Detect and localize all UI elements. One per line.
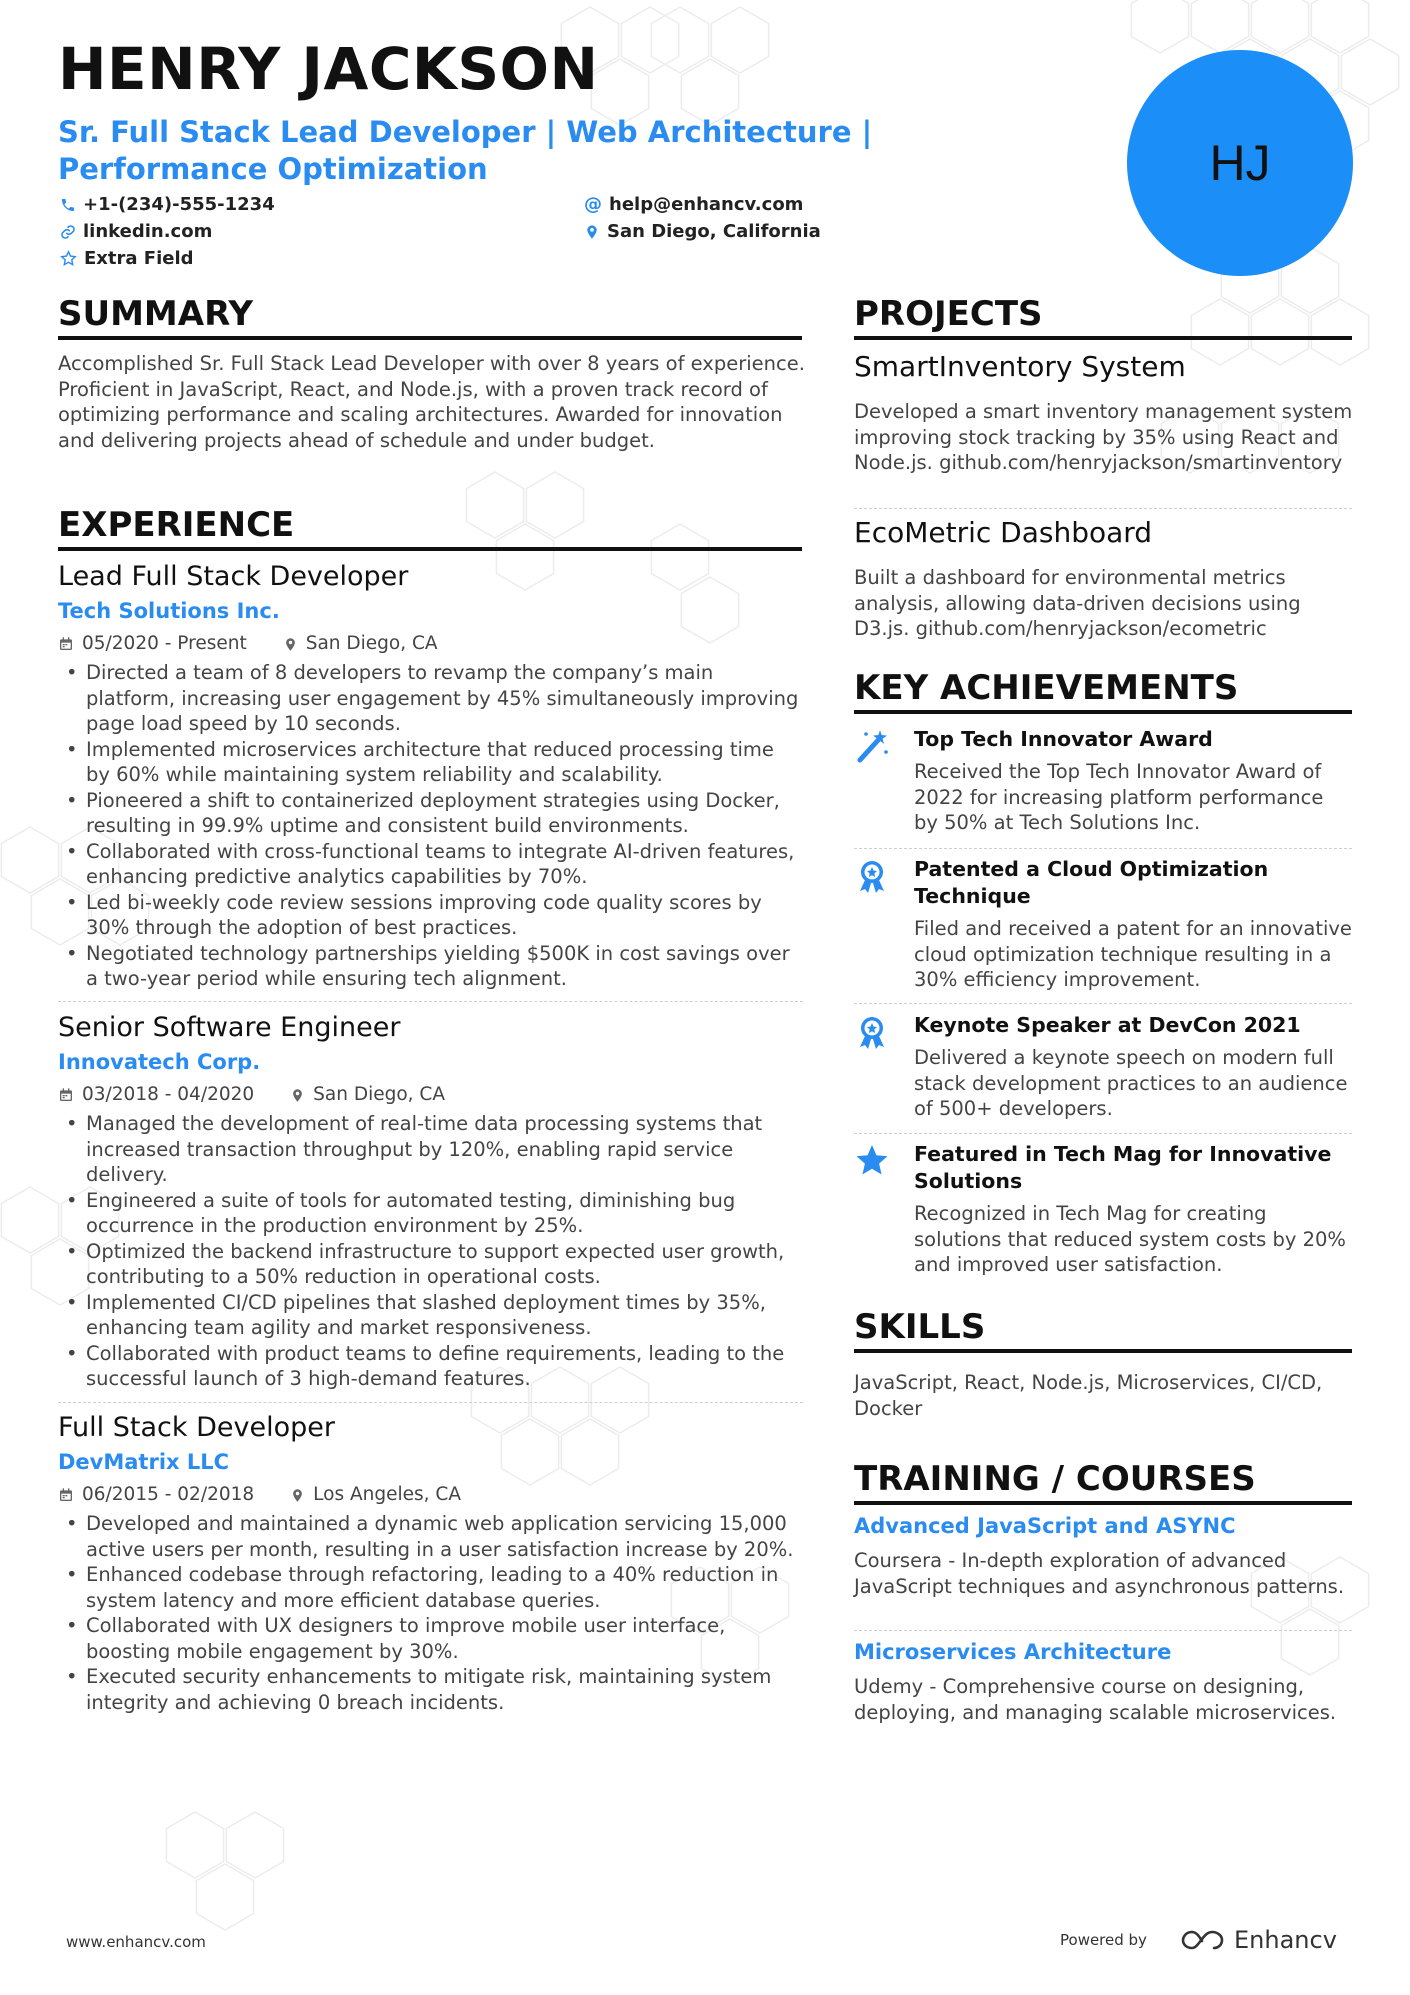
bullet-item: • Engineered a suite of tools for automated testing, diminishing bug occurrence in the production environment by 25%. — [58, 1188, 803, 1239]
job-entry — [58, 1011, 803, 1392]
job-title: Lead Full Stack Developer — [58, 561, 409, 592]
bullet-item: • Optimized the backend infrastructure to support expected user growth, contributing to a 50% reduction in operational costs. — [58, 1239, 803, 1290]
achievement-description: Delivered a keynote speech on modern full stack development practices to an audience of 500+ developers. — [914, 1046, 1348, 1120]
job-meta — [58, 1483, 803, 1507]
linkedin-contact[interactable] — [60, 221, 212, 242]
map-pin-icon — [584, 223, 600, 241]
calendar-icon — [58, 636, 74, 652]
divider — [854, 1003, 1352, 1004]
divider — [854, 848, 1352, 849]
bullet-item: • Enhanced codebase through refactoring, leading to a 40% reduction in system latency and more efficient database queries. — [58, 1562, 803, 1613]
job-title: Full Stack Developer — [58, 1412, 335, 1443]
bullet-item: • Directed a team of 8 developers to revamp the company’s main platform, increasing user engagement by 45% simultaneously improving page load speed by 10 seconds. — [58, 660, 803, 737]
job-entry — [58, 1411, 803, 1715]
achievement-title: Patented a Cloud Optimization Technique — [914, 857, 1269, 908]
location-text: San Diego, California — [607, 221, 821, 242]
divider — [854, 1133, 1352, 1134]
training-heading: TRAINING / COURSES — [854, 1462, 1352, 1505]
phone-contact[interactable] — [60, 194, 275, 215]
job-location: San Diego, CA — [313, 1084, 446, 1105]
bullet-item: • Managed the development of real-time data processing systems that increased transaction throughput by 120%, enabling rapid service delivery. — [58, 1111, 803, 1188]
calendar-icon — [58, 1087, 74, 1103]
job-company: Tech Solutions Inc. — [58, 599, 280, 623]
achievement-description: Received the Top Tech Innovator Award of 2022 for increasing platform performance by 50% at Tech Solutions Inc. — [914, 760, 1324, 834]
project-title: EcoMetric Dashboard — [854, 516, 1153, 549]
bullet-item: • Collaborated with UX designers to improve mobile user interface, boosting mobile engagement by 30%. — [58, 1613, 803, 1664]
award-ribbon-icon — [854, 858, 890, 894]
job-meta — [58, 1083, 803, 1107]
skills-heading: SKILLS — [854, 1310, 1352, 1353]
job-location: San Diego, CA — [305, 633, 438, 654]
divider — [854, 508, 1352, 509]
candidate-name: HENRY JACKSON — [58, 35, 599, 103]
star-outline-icon — [60, 250, 77, 267]
achievement-item — [854, 1141, 1352, 1278]
skills-text: JavaScript, React, Node.js, Microservices, CI/CD, Docker — [854, 1371, 1323, 1420]
award-ribbon-icon — [854, 1014, 890, 1050]
map-pin-icon — [290, 1487, 305, 1504]
achievement-title: Featured in Tech Mag for Innovative Solutions — [914, 1142, 1332, 1193]
bullet-item: • Led bi-weekly code review sessions improving code quality scores by 30% through the adoption of best practices. — [58, 890, 803, 941]
job-bullets — [58, 1111, 803, 1392]
course-description: Udemy - Comprehensive course on designing, deploying, and managing scalable microservices. — [854, 1675, 1337, 1724]
achievement-item — [854, 1012, 1352, 1122]
divider — [58, 1402, 803, 1403]
achievement-description: Recognized in Tech Mag for creating solutions that reduced system costs by 20% and improved user satisfaction. — [914, 1202, 1346, 1276]
avatar-initials: HJ — [1209, 135, 1271, 191]
achievement-title: Keynote Speaker at DevCon 2021 — [914, 1013, 1301, 1037]
map-pin-icon — [283, 636, 298, 653]
avatar — [1127, 50, 1353, 276]
candidate-title: Sr. Full Stack Lead Developer | Web Architecture | Performance Optimization — [58, 115, 873, 186]
at-icon: @ — [584, 194, 602, 215]
extra-field-text: Extra Field — [84, 248, 194, 269]
course-title: Microservices Architecture — [854, 1640, 1172, 1664]
map-pin-icon — [290, 1087, 305, 1104]
bullet-item: • Executed security enhancements to mitigate risk, maintaining system integrity and achieving 0 breach incidents. — [58, 1664, 803, 1715]
bullet-item: • Implemented microservices architecture that reduced processing time by 60% while maintaining system reliability and scalability. — [58, 737, 803, 788]
job-bullets — [58, 660, 803, 992]
project-description: Built a dashboard for environmental metrics analysis, allowing data-driven decisions using D3.js. github.com/henryjackson/ecometric — [854, 566, 1301, 640]
footer-url[interactable]: www.enhancv.com — [66, 1933, 206, 1951]
bullet-item: • Developed and maintained a dynamic web application servicing 15,000 active users per month, resulting in a user satisfaction increase by 20%. — [58, 1511, 803, 1562]
calendar-icon — [58, 1487, 74, 1503]
bullet-item: • Negotiated technology partnerships yielding $500K in cost savings over a two-year period while ensuring tech alignment. — [58, 941, 803, 992]
project-title: SmartInventory System — [854, 350, 1186, 383]
project-description: Developed a smart inventory management system improving stock tracking by 35% using React and Node.js. github.com/henryjackson/smartinventory — [854, 400, 1353, 474]
location-contact — [584, 221, 821, 242]
enhancv-logo[interactable] — [1180, 1926, 1337, 1954]
course-description: Coursera - In-depth exploration of advanced JavaScript techniques and asynchronous patterns. — [854, 1549, 1345, 1598]
achievement-item — [854, 726, 1352, 836]
achievement-item — [854, 856, 1352, 993]
phone-text: +1-(234)-555-1234 — [83, 194, 275, 215]
achievements-heading: KEY ACHIEVEMENTS — [854, 671, 1352, 714]
star-icon — [854, 1143, 890, 1179]
job-company: Innovatech Corp. — [58, 1050, 261, 1074]
bullet-item: • Pioneered a shift to containerized deployment strategies using Docker, resulting in 99.9% uptime and consistent build environments. — [58, 788, 803, 839]
achievement-title: Top Tech Innovator Award — [914, 727, 1213, 751]
divider — [854, 1630, 1352, 1631]
job-entry — [58, 560, 803, 992]
summary-text: Accomplished Sr. Full Stack Lead Developer with over 8 years of experience. Proficient in JavaScript, React, and Node.js, with a proven track record of optimizing performance and scaling architectures. Awarded for innovation and delivering projects ahead of schedule and under budget. — [58, 352, 805, 452]
magic-wand-icon — [854, 728, 890, 764]
extra-field-contact — [60, 248, 194, 269]
powered-by-label: Powered by — [1060, 1931, 1147, 1949]
bullet-item: • Collaborated with product teams to define requirements, leading to the successful launch of 3 high-demand features. — [58, 1341, 803, 1392]
link-icon — [60, 224, 76, 240]
email-contact[interactable] — [584, 194, 803, 215]
summary-heading: SUMMARY — [58, 297, 802, 340]
divider — [58, 1001, 803, 1002]
email-text: help@enhancv.com — [609, 194, 804, 215]
job-dates: 05/2020 - Present — [82, 633, 247, 654]
achievement-description: Filed and received a patent for an innovative cloud optimization technique resulting in a 30% efficiency improvement. — [914, 917, 1352, 991]
job-title: Senior Software Engineer — [58, 1012, 401, 1043]
course-title: Advanced JavaScript and ASYNC — [854, 1514, 1236, 1538]
bullet-item: • Implemented CI/CD pipelines that slashed deployment times by 35%, enhancing team agility and market responsiveness. — [58, 1290, 803, 1341]
job-company: DevMatrix LLC — [58, 1450, 230, 1474]
experience-heading: EXPERIENCE — [58, 508, 802, 551]
job-dates: 03/2018 - 04/2020 — [82, 1084, 255, 1105]
job-dates: 06/2015 - 02/2018 — [82, 1484, 255, 1505]
phone-icon — [60, 197, 76, 213]
bullet-item: • Collaborated with cross-functional teams to integrate AI-driven features, enhancing predictive analytics capabilities by 70%. — [58, 839, 803, 890]
enhancv-infinity-icon — [1180, 1928, 1226, 1952]
job-meta — [58, 632, 803, 656]
job-location: Los Angeles, CA — [313, 1484, 461, 1505]
projects-heading: PROJECTS — [854, 297, 1352, 340]
enhancv-brand-text: Enhancv — [1234, 1926, 1337, 1954]
linkedin-text: linkedin.com — [83, 221, 213, 242]
job-bullets — [58, 1511, 803, 1715]
